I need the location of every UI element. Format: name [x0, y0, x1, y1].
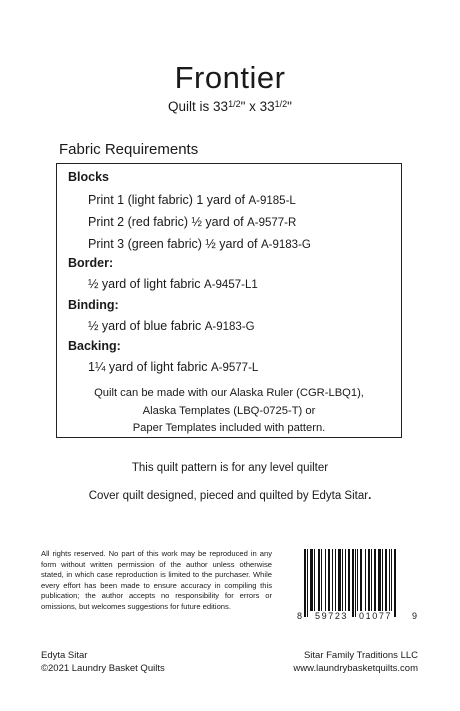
barcode-bar [304, 549, 306, 617]
copyright: ©2021 Laundry Basket Quilts [41, 663, 165, 674]
barcode-bar [310, 549, 313, 611]
print2-line: Print 2 (red fabric) ½ yard of A-9577-R [88, 215, 297, 229]
upc-barcode [298, 549, 418, 627]
footer-left [41, 649, 165, 675]
barcode-bar [365, 549, 366, 611]
barcode-bar [360, 549, 362, 611]
templates-note: Quilt can be made with our Alaska Ruler (CGR-LBQ1), Alaska Templates (LBQ-0725-T) or Paper Templates included with pattern. [94, 387, 364, 434]
website-link[interactable]: www.laundrybasketquilts.com [293, 663, 418, 674]
print3-line: Print 3 (green fabric) ½ yard of A-9183-G [88, 237, 311, 251]
credit-text: Cover quilt designed, pieced and quilted by Edyta Sitar. [88, 490, 372, 502]
binding-heading: Binding: [68, 298, 119, 312]
barcode-bar [352, 549, 354, 617]
barcode-bar [342, 549, 343, 611]
barcode-bar [338, 549, 341, 611]
barcode-bar [378, 549, 381, 611]
border-line: ½ yard of light fabric A-9457-L1 [88, 277, 258, 291]
barcode-bar [355, 549, 356, 617]
border-heading: Border: [68, 256, 114, 270]
barcode-bar [389, 549, 390, 611]
rights-notice: All rights reserved. No part of this work may be reproduced in any form without written permission of the author unless otherwise stated, in which case reproduction is limited to the purchaser. While every effort has been made to ensure accuracy in compiling this publication; the author accepts no responsibility for errors or omissions, but welcomes suggestions for future editions. [41, 549, 272, 611]
fabric-requirements-box [56, 163, 402, 438]
footer-right [293, 649, 418, 675]
barcode-bar [368, 549, 370, 611]
barcode-bar [328, 549, 330, 611]
print1-line: Print 1 (light fabric) 1 yard of A-9185-L [88, 193, 296, 207]
barcode-bar [321, 549, 322, 611]
quilt-size: Quilt is $33^{1/2}$" x $33^{1/2}$" [168, 99, 292, 114]
barcode-bar [374, 549, 376, 611]
author-name: Edyta Sitar [41, 650, 88, 661]
barcode-bar [332, 549, 333, 611]
company-name: Sitar Family Traditions LLC [303, 650, 418, 661]
barcode-bar [371, 549, 372, 611]
barcode-bar [385, 549, 387, 611]
blocks-heading: Blocks [68, 170, 109, 184]
barcode-digit-check: 9 [412, 611, 418, 621]
backing-heading: Backing: [68, 339, 121, 353]
skill-level-text: This quilt pattern is for any level quilter [131, 462, 329, 474]
barcode-bar [325, 549, 326, 611]
fabric-requirements-title: Fabric Requirements [59, 141, 199, 158]
barcode-bar [314, 549, 315, 611]
barcode-bar [357, 549, 358, 611]
barcode-digit-lead: 8 [297, 611, 303, 621]
barcode-bar [348, 549, 350, 611]
barcode-bar [318, 549, 320, 611]
barcode-bar [394, 549, 396, 617]
barcode-bar [391, 549, 392, 611]
barcode-bar [382, 549, 383, 611]
pattern-title: Frontier [174, 60, 286, 95]
barcode-bar [335, 549, 336, 611]
barcode-digits-left: 59723 [315, 611, 349, 621]
barcode-bar [345, 549, 346, 611]
barcode-digits-right: 01077 [359, 611, 393, 621]
backing-line: 1¼ yard of light fabric A-9577-L [88, 360, 259, 374]
binding-line: ½ yard of blue fabric A-9183-G [88, 319, 255, 333]
barcode-bar [307, 549, 308, 617]
